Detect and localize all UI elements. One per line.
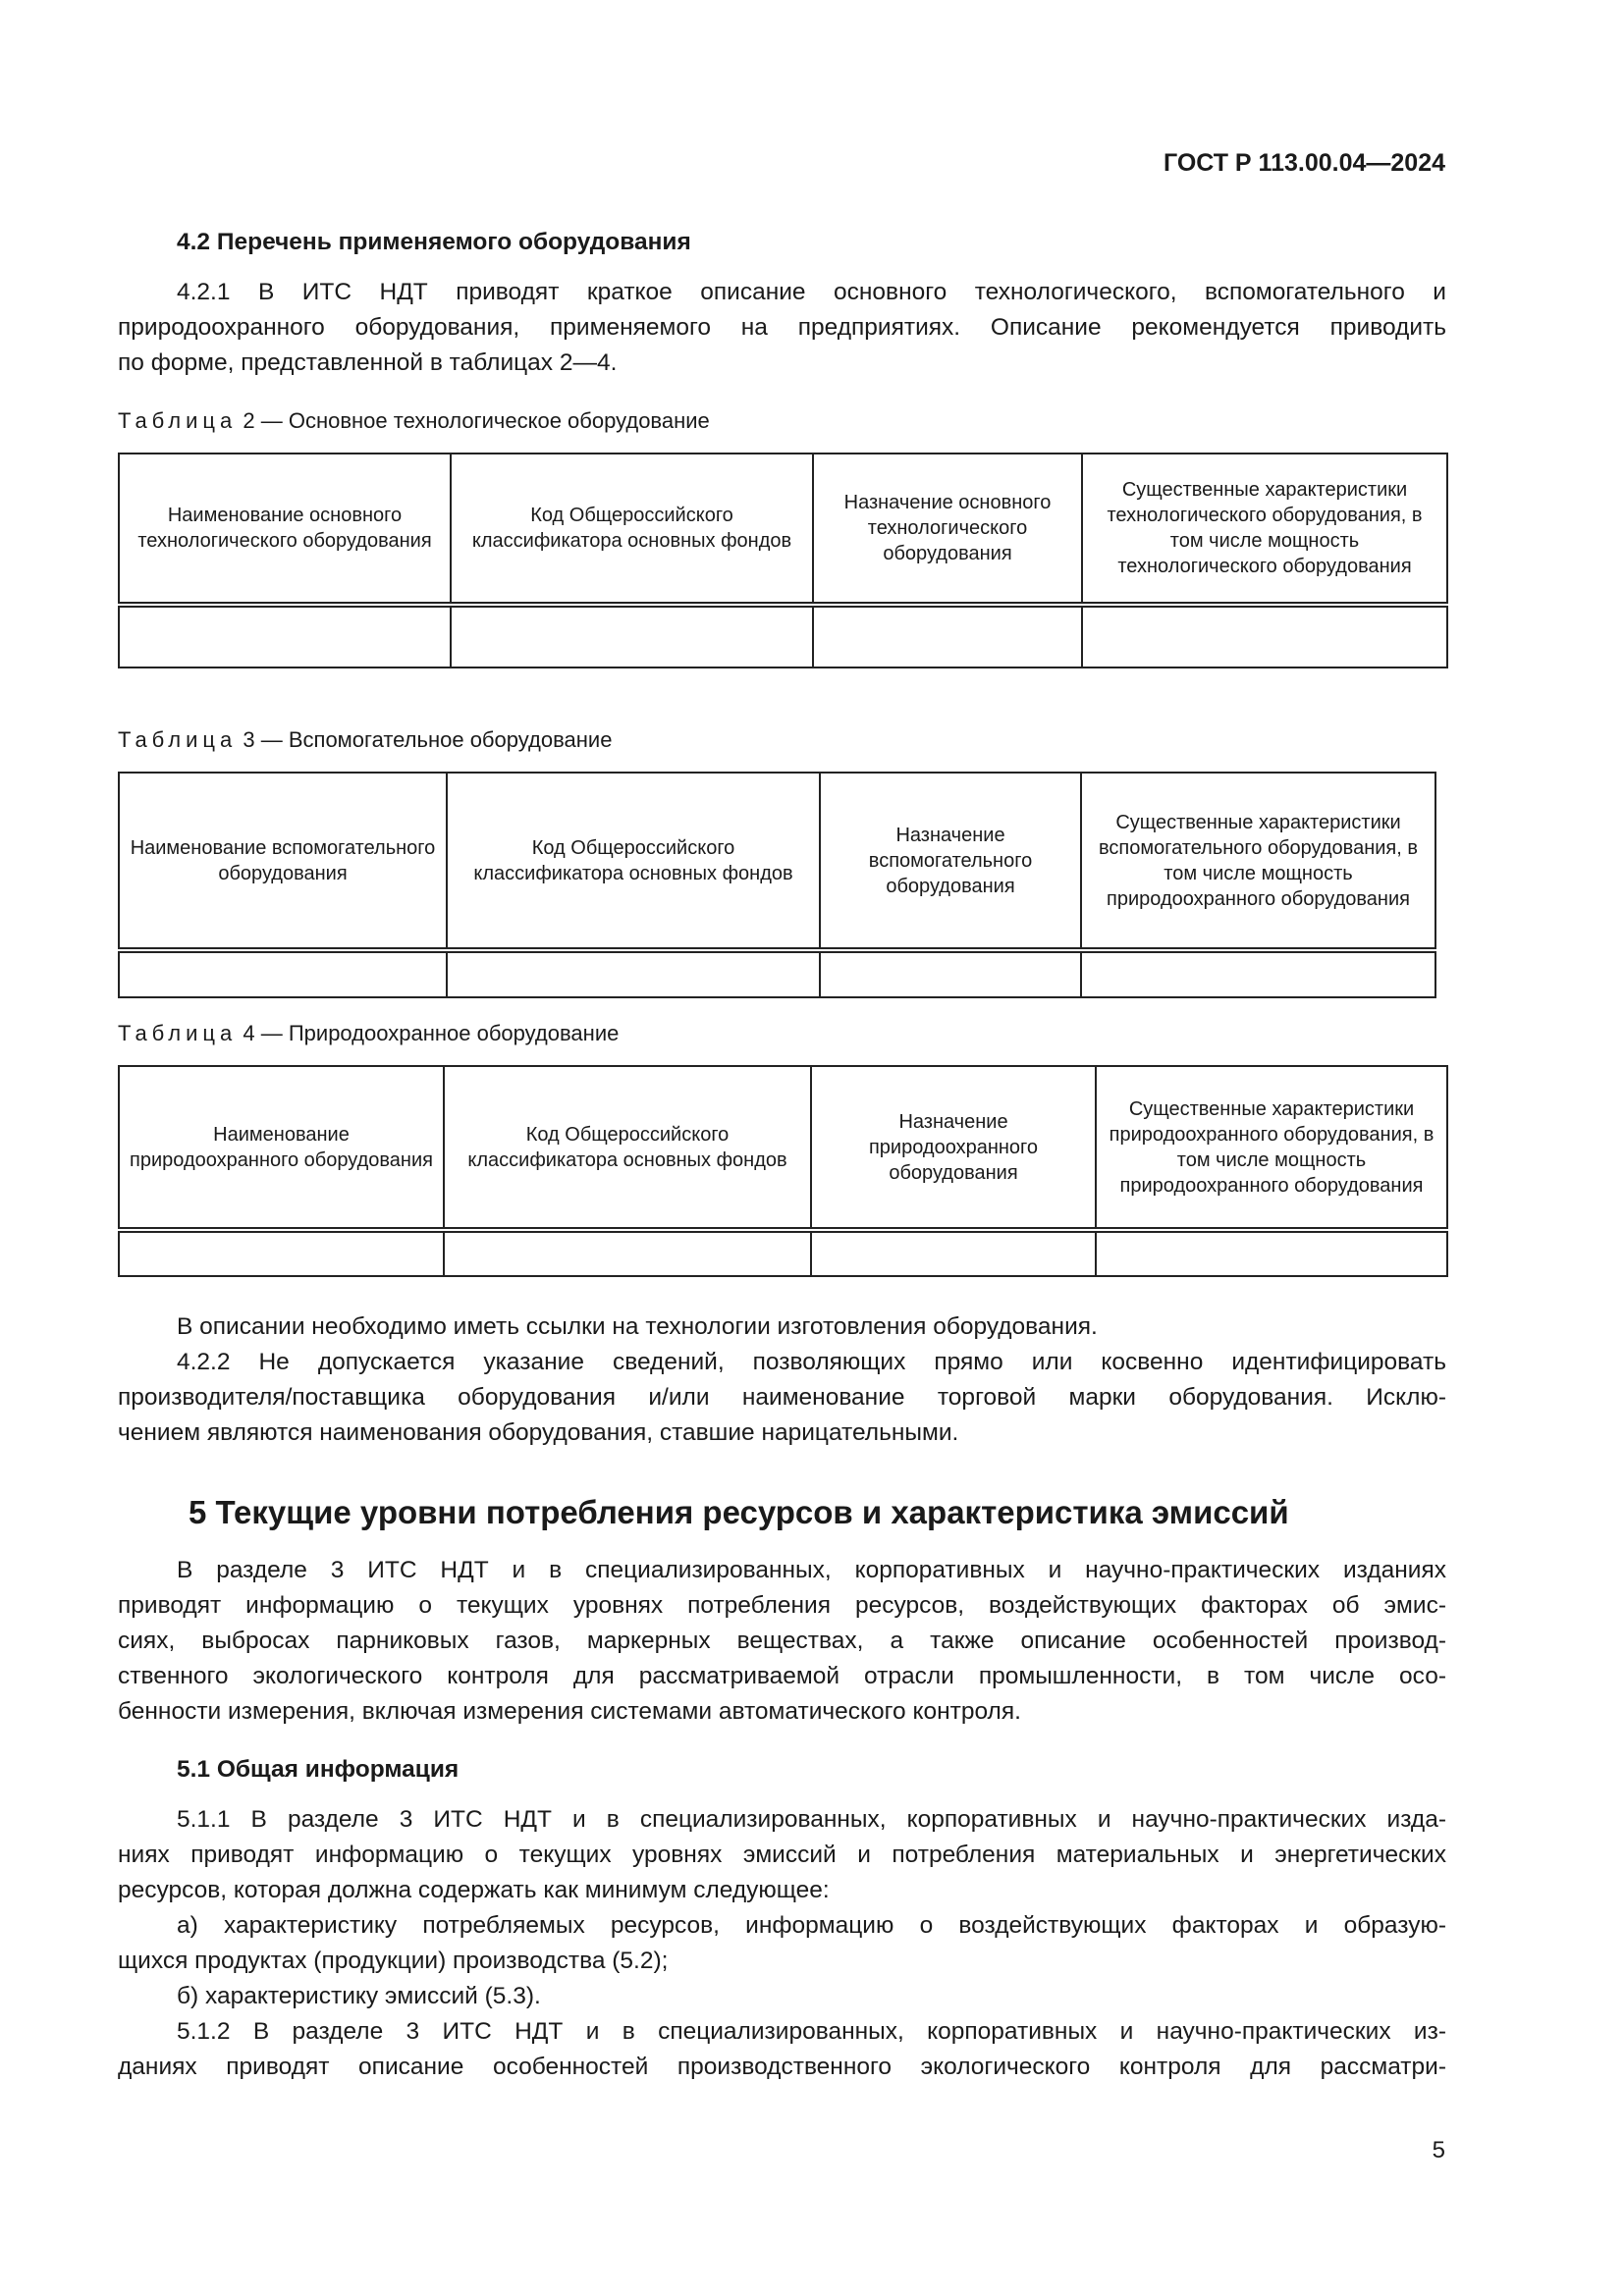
document-id: ГОСТ Р 113.00.04—2024: [1163, 149, 1445, 177]
caption-prefix: Таблица: [118, 727, 238, 752]
table-cell: [811, 1230, 1096, 1276]
text-line: по форме, представленной в таблицах 2—4.: [118, 349, 618, 376]
section-heading-5: 5 Текущие уровни потребления ресурсов и характеристика эмиссий: [189, 1494, 1289, 1530]
list-item-b: б) характеристику эмиссий (5.3).: [177, 1983, 541, 2009]
table-header-cell: Назначение основного технологического оборудования: [813, 454, 1082, 605]
table-cell: [119, 605, 451, 667]
table-header-cell: Код Общероссийского классификатора основных фондов: [451, 454, 813, 605]
text-line: приводят информацию о текущих уровнях потребления ресурсов, воздействующих факторах об эмис-: [118, 1592, 1446, 1619]
table-header-cell: Существенные характеристики вспомогательного оборудования, в том числе мощность природоохранного оборудования: [1081, 773, 1435, 950]
text-line: В описании необходимо иметь ссылки на технологии изготовления оборудования.: [177, 1313, 1098, 1340]
table-header-cell: Назначение вспомогательного оборудования: [820, 773, 1081, 950]
caption-prefix: Таблица: [118, 1021, 238, 1045]
table-header-cell: Код Общероссийского классификатора основных фондов: [444, 1066, 811, 1230]
table-cell: [447, 950, 820, 997]
table-header-cell: Назначение природоохранного оборудования: [811, 1066, 1096, 1230]
text-line: даниях приводят описание особенностей производственного экологического контроля для рассматри-: [118, 2054, 1446, 2080]
caption-text: 2 — Основное технологическое оборудование: [243, 408, 710, 433]
text-line: 5.1.2 В разделе 3 ИТС НДТ и в специализированных, корпоративных и научно-практических из-: [177, 2018, 1446, 2045]
table-cell: [119, 950, 447, 997]
paragraph-4-2-1: [118, 275, 1446, 381]
paragraph-5-intro: [118, 1553, 1446, 1730]
text-line: природоохранного оборудования, применяемого на предприятиях. Описание рекомендуется приводить: [118, 314, 1446, 341]
table-cell: [444, 1230, 811, 1276]
caption-text: 3 — Вспомогательное оборудование: [243, 727, 613, 752]
table-cell: [1082, 605, 1447, 667]
table-cell: [119, 1230, 444, 1276]
text-line: сиях, выбросах парниковых газов, маркерных веществах, а также описание особенностей производ-: [118, 1628, 1446, 1654]
table-3: [118, 772, 1436, 998]
text-line: 5.1.1 В разделе 3 ИТС НДТ и в специализированных, корпоративных и научно-практических изда-: [177, 1806, 1446, 1833]
text-line: щихся продуктах (продукции) производства (5.2);: [118, 1948, 669, 1974]
table-cell: [451, 605, 813, 667]
table-header-cell: Существенные характеристики природоохранного оборудования, в том числе мощность природоохранного оборудования: [1096, 1066, 1447, 1230]
table-2-caption: [118, 408, 710, 434]
caption-prefix: Таблица: [118, 408, 238, 433]
table-header-cell: Код Общероссийского классификатора основных фондов: [447, 773, 820, 950]
table-cell: [813, 605, 1082, 667]
table-header-cell: Существенные характеристики технологического оборудования, в том числе мощность технологического оборудования: [1082, 454, 1447, 605]
paragraph-4-2-2: [118, 1309, 1446, 1451]
table-cell: [1096, 1230, 1447, 1276]
table-cell: [1081, 950, 1435, 997]
text-line: ниях приводят информацию о текущих уровнях эмиссий и потребления материальных и энергетических: [118, 1842, 1446, 1868]
text-line: ресурсов, которая должна содержать как минимум следующее:: [118, 1877, 830, 1903]
table-4-caption: [118, 1021, 619, 1046]
table-header-cell: Наименование основного технологического оборудования: [119, 454, 451, 605]
text-line: производителя/поставщика оборудования и/или наименование торговой марки оборудования. Исклю-: [118, 1384, 1446, 1411]
paragraph-5-1-1: [118, 1802, 1446, 2085]
table-header-cell: Наименование вспомогательного оборудования: [119, 773, 447, 950]
text-line: ственного экологического контроля для рассматриваемой отрасли промышленности, в том числе осо-: [118, 1663, 1446, 1689]
text-line: 4.2.2 Не допускается указание сведений, позволяющих прямо или косвенно идентифицировать: [177, 1349, 1446, 1375]
list-item-a: а) характеристику потребляемых ресурсов, информацию о воздействующих факторах и образую-: [177, 1912, 1446, 1939]
section-heading-5-1: 5.1 Общая информация: [177, 1756, 460, 1783]
table-4: [118, 1065, 1448, 1277]
text-line: В разделе 3 ИТС НДТ и в специализированных, корпоративных и научно-практических изданиях: [177, 1557, 1446, 1583]
caption-text: 4 — Природоохранное оборудование: [243, 1021, 620, 1045]
text-line: бенности измерения, включая измерения системами автоматического контроля.: [118, 1698, 1021, 1725]
table-cell: [820, 950, 1081, 997]
page-number: 5: [1432, 2137, 1445, 2163]
section-heading-4-2: 4.2 Перечень применяемого оборудования: [177, 229, 691, 255]
table-2: [118, 453, 1448, 668]
table-3-caption: [118, 727, 612, 753]
text-line: чением являются наименования оборудования, ставшие нарицательными.: [118, 1419, 959, 1446]
table-header-cell: Наименование природоохранного оборудования: [119, 1066, 444, 1230]
text-line: 4.2.1 В ИТС НДТ приводят краткое описание основного технологического, вспомогательного и: [177, 279, 1446, 305]
